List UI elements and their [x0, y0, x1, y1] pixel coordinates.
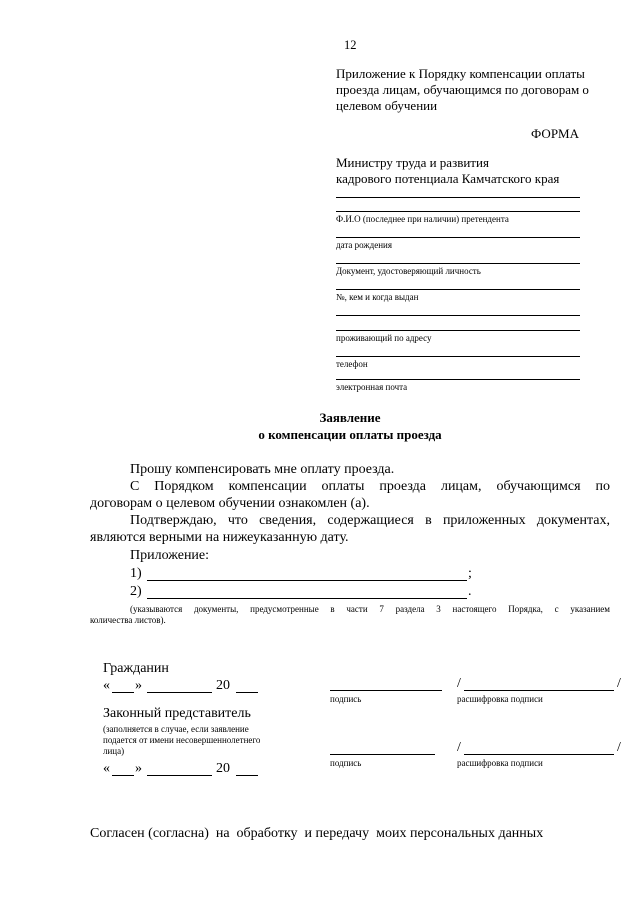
address-caption: проживающий по адресу — [336, 333, 432, 343]
representative-decode-caption: расшифровка подписи — [457, 758, 543, 768]
email-line[interactable] — [336, 379, 580, 380]
birth-date-line[interactable] — [336, 237, 580, 238]
citizen-signature-caption: подпись — [330, 694, 362, 704]
fio-blank-line-1[interactable] — [336, 197, 580, 198]
citizen-date-open-quote: « — [103, 678, 110, 693]
citizen-date-month-field[interactable] — [147, 692, 212, 693]
attachment-item-2-end: . — [468, 584, 472, 599]
attachment-item-1-number: 1) — [130, 566, 142, 581]
attachment-item-2-number: 2) — [130, 584, 142, 599]
email-caption: электронная почта — [336, 382, 408, 392]
page-number: 12 — [344, 38, 357, 52]
form-label: ФОРМА — [531, 126, 579, 141]
paragraph-3-line-2: являются верными на нижеуказанную дату. — [90, 530, 349, 545]
paragraph-2-line-2: договорам о целевом обучении ознакомлен (а). — [90, 496, 370, 511]
representative-date-month-field[interactable] — [147, 775, 212, 776]
attachment-item-2-line[interactable] — [147, 598, 467, 599]
representative-date-open-quote: « — [103, 761, 110, 776]
representative-note-line-2: подается от имени несовершеннолетнего — [103, 735, 261, 745]
citizen-decode-slash-close: / — [617, 676, 621, 691]
issued-line[interactable] — [336, 289, 580, 290]
representative-note-line-3: лица) — [103, 746, 125, 756]
addressee-line-1: Министру труда и развития — [336, 155, 489, 170]
representative-signature-caption: подпись — [330, 758, 362, 768]
birth-date-caption: дата рождения — [336, 240, 392, 250]
consent-text: Согласен (согласна) на обработку и передачу моих персональных данных — [90, 826, 544, 841]
representative-decode-slash-close: / — [617, 740, 621, 755]
representative-decode-line[interactable] — [464, 754, 614, 755]
issued-caption: №, кем и когда выдан — [336, 292, 419, 302]
paragraph-1: Прошу компенсировать мне оплату проезда. — [130, 462, 395, 477]
citizen-date-close-quote: » — [135, 678, 142, 693]
phone-line[interactable] — [336, 356, 580, 357]
fio-blank-line-2[interactable] — [336, 211, 580, 212]
appendix-line-1: Приложение к Порядку компенсации оплаты — [336, 66, 585, 81]
attachment-label: Приложение: — [130, 548, 210, 563]
citizen-decode-caption: расшифровка подписи — [457, 694, 543, 704]
representative-label: Законный представитель — [103, 706, 251, 721]
representative-date-year-field[interactable] — [236, 775, 258, 776]
citizen-date-year-field[interactable] — [236, 692, 258, 693]
attachment-note-line-2: количества листов). — [90, 615, 166, 625]
paragraph-3-line-1: Подтверждаю, что сведения, содержащиеся в приложенных документах, — [130, 513, 610, 528]
id-doc-caption: Документ, удостоверяющий личность — [336, 266, 481, 276]
attachment-note-line-1: (указываются документы, предусмотренные в части 7 раздела 3 настоящего Порядка, с указанием — [130, 604, 610, 614]
attachment-item-1-line[interactable] — [147, 580, 467, 581]
appendix-line-2: проезда лицам, обучающимся по договорам о — [336, 82, 589, 97]
citizen-signature-line[interactable] — [330, 690, 442, 691]
representative-signature-line[interactable] — [330, 754, 435, 755]
address-line-1[interactable] — [336, 315, 580, 316]
citizen-label: Гражданин — [103, 661, 169, 676]
addressee-line-2: кадрового потенциала Камчатского края — [336, 171, 560, 186]
appendix-line-3: целевом обучении — [336, 98, 438, 113]
id-doc-line[interactable] — [336, 263, 580, 264]
representative-decode-slash-open: / — [457, 740, 461, 755]
representative-date-close-quote: » — [135, 761, 142, 776]
representative-date-year-prefix: 20 — [216, 761, 230, 776]
title-line-2: о компенсации оплаты проезда — [258, 427, 442, 442]
citizen-decode-slash-open: / — [457, 676, 461, 691]
fio-caption: Ф.И.О (последнее при наличии) претендента — [336, 214, 509, 224]
title-line-1: Заявление — [319, 410, 381, 425]
citizen-date-day-field[interactable] — [112, 692, 134, 693]
attachment-item-1-end: ; — [468, 566, 472, 581]
citizen-date-year-prefix: 20 — [216, 678, 230, 693]
phone-caption: телефон — [336, 359, 368, 369]
representative-date-day-field[interactable] — [112, 775, 134, 776]
representative-note-line-1: (заполняется в случае, если заявление — [103, 724, 249, 734]
citizen-decode-line[interactable] — [464, 690, 614, 691]
paragraph-2-line-1: С Порядком компенсации оплаты проезда лицам, обучающимся по — [130, 479, 610, 494]
address-line-2[interactable] — [336, 330, 580, 331]
